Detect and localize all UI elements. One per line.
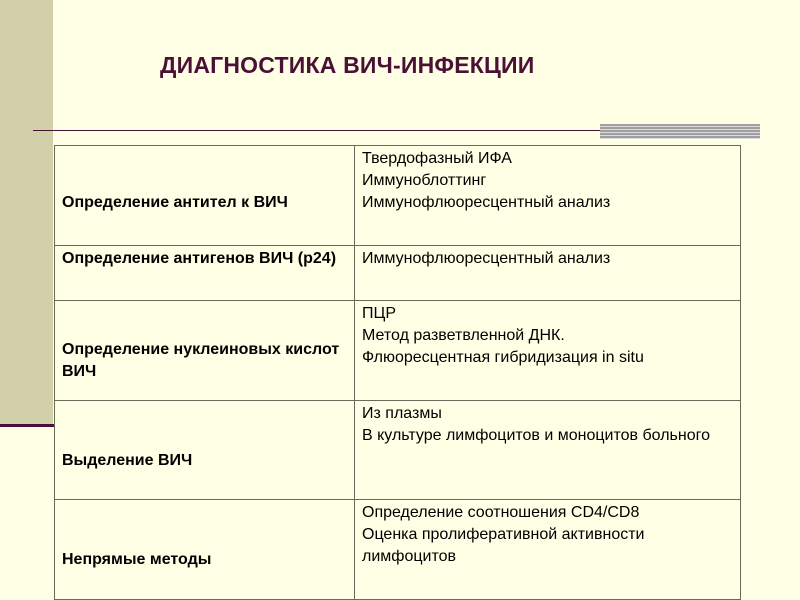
details-cell (355, 500, 741, 600)
detail-line: Иммунофлюоресцентный анализ (362, 250, 611, 267)
method-cell: Выделение ВИЧ (55, 401, 355, 500)
table-row (55, 146, 741, 246)
table-row (55, 301, 741, 401)
detail-line: В культуре лимфоцитов и моноцитов больного (362, 427, 710, 444)
detail-line: Определение соотношения CD4/CD8 (362, 504, 640, 521)
diagnostics-table (54, 145, 741, 600)
title-divider-line (33, 130, 600, 131)
method-cell: Определение антигенов ВИЧ (р24) (55, 246, 355, 301)
detail-line: Флюоресцентная гибридизация in situ (362, 349, 644, 366)
detail-line: Иммуноблоттинг (362, 172, 487, 189)
slide-title: ДИАГНОСТИКА ВИЧ-ИНФЕКЦИИ (160, 52, 535, 78)
detail-line: Иммунофлюоресцентный анализ (362, 194, 611, 211)
detail-line: Оценка пролиферативной активности лимфоцитов (362, 526, 645, 565)
divider-striped-block (600, 124, 760, 139)
details-cell (355, 301, 741, 401)
detail-line: Из плазмы (362, 405, 442, 422)
side-decor-line (0, 424, 55, 427)
side-decor-band (0, 0, 53, 424)
detail-line: Твердофазный ИФА (362, 150, 512, 167)
method-cell: Определение нуклеиновых кислот ВИЧ (55, 301, 355, 401)
table-row (55, 246, 741, 301)
table-row (55, 500, 741, 600)
details-cell (355, 246, 741, 301)
details-cell (355, 146, 741, 246)
table-row (55, 401, 741, 500)
detail-line: ПЦР (362, 305, 397, 322)
details-cell (355, 401, 741, 500)
detail-line: Метод разветвленной ДНК. (362, 327, 565, 344)
method-cell: Непрямые методы (55, 500, 355, 600)
method-cell: Определение антител к ВИЧ (55, 146, 355, 246)
